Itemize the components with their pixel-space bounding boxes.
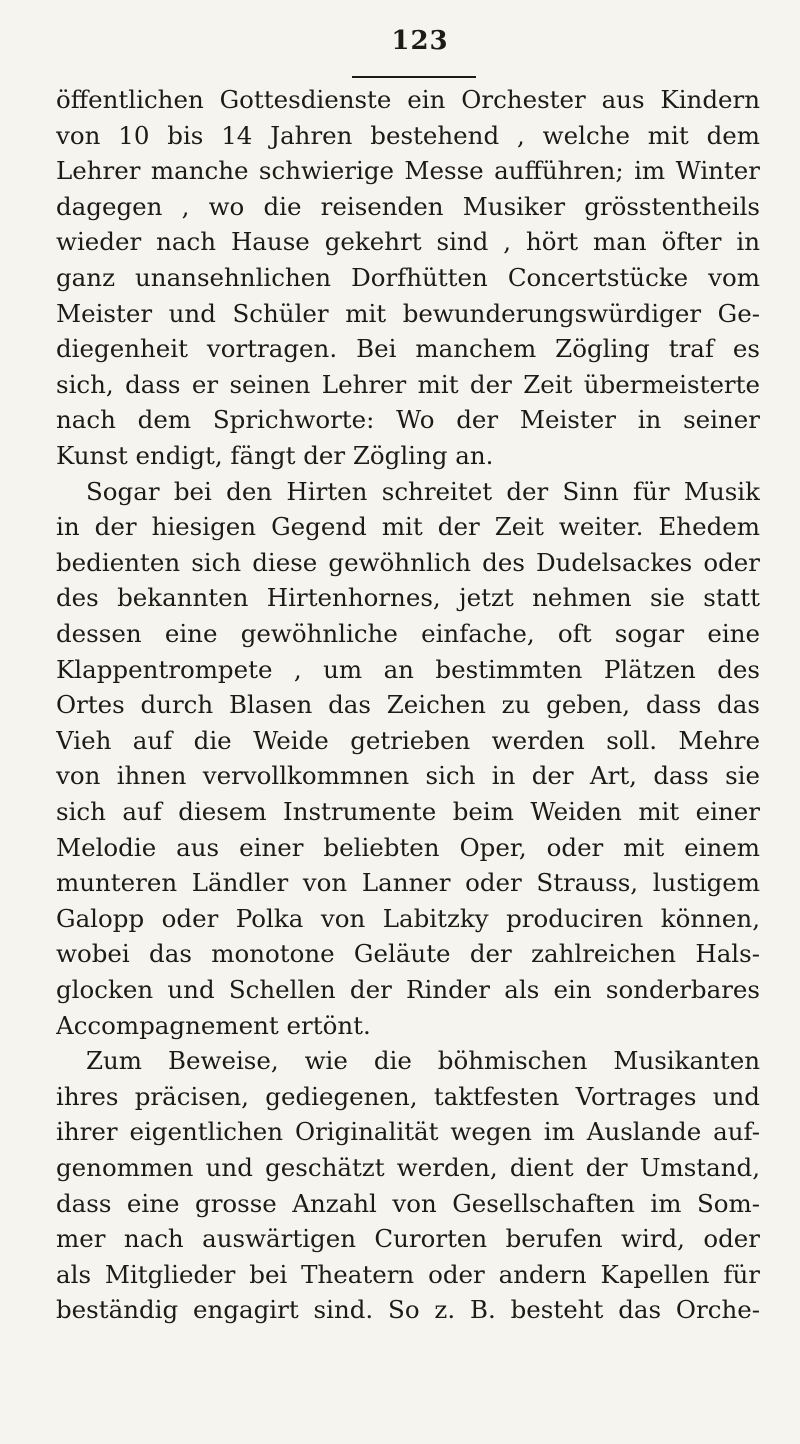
text-line: munteren Ländler von Lanner oder Strauss, lustigem — [56, 868, 760, 898]
text-line: bedienten sich diese gewöhnlich des Dudelsackes oder — [56, 547, 760, 577]
text-line: Sogar bei den Hirten schreitet der Sinn für Musik — [86, 476, 760, 506]
text-line: dass eine grosse Anzahl von Gesellschaften im Som- — [56, 1188, 760, 1218]
text-line: Ortes durch Blasen das Zeichen zu geben, dass das — [56, 690, 760, 720]
text-line: glocken und Schellen der Rinder als ein sonderbares — [56, 975, 760, 1004]
text-line: mer nach auswärtigen Curorten berufen wird, oder — [56, 1224, 760, 1254]
text-line: in der hiesigen Gegend mit der Zeit weiter. Ehedem — [56, 512, 760, 542]
text-line: Meister und Schüler mit bewunderungswürdiger Ge- — [56, 298, 760, 328]
text-line: nach dem Sprichworte: Wo der Meister in seiner — [56, 405, 760, 435]
text-line: dessen eine gewöhnliche einfache, oft sogar eine — [56, 619, 760, 648]
text-line: genommen und geschätzt werden, dient der Umstand, — [56, 1153, 760, 1182]
text-line: Vieh auf die Weide getrieben werden soll. Mehre — [56, 725, 760, 755]
text-line: Galopp oder Polka von Labitzky produciren können, — [56, 903, 760, 933]
text-line: dagegen , wo die reisenden Musiker grösstentheils — [56, 191, 760, 221]
text-line: sich auf diesem Instrumente beim Weiden mit einer — [56, 797, 760, 826]
text-line: diegenheit vortragen. Bei manchem Zögling traf es — [56, 334, 760, 364]
text-line: Melodie aus einer beliebten Oper, oder mit einem — [56, 832, 760, 862]
text-line: Lehrer manche schwierige Messe aufführen; im Winter — [56, 156, 760, 186]
text-line: Zum Beweise, wie die böhmischen Musikanten — [86, 1046, 760, 1076]
text-line: des bekannten Hirtenhornes, jetzt nehmen sie statt — [56, 583, 760, 613]
text-line: ihres präcisen, gediegenen, taktfesten Vortrages und — [56, 1081, 760, 1111]
text-line: öffentlichen Gottesdienste ein Orchester aus Kindern — [56, 85, 760, 114]
text-line: von 10 bis 14 Jahren bestehend , welche mit dem — [56, 120, 760, 150]
text-line: Accompagnement ertönt. — [56, 1010, 371, 1040]
text-line: wieder nach Hause gekehrt sind , hört man öfter in — [56, 227, 760, 257]
text-line: als Mitglieder bei Theatern oder andern Kapellen für — [56, 1259, 760, 1289]
text-line: Klappentrompete , um an bestimmten Plätzen des — [56, 654, 760, 684]
page-number-rule — [352, 76, 476, 78]
text-line: ganz unansehnlichen Dorfhütten Concertstücke vom — [56, 263, 760, 292]
text-line: wobei das monotone Geläute der zahlreichen Hals- — [56, 939, 760, 969]
page-number: 123 — [391, 26, 449, 56]
text-line: von ihnen vervollkommnen sich in der Art, dass sie — [56, 761, 760, 791]
text-line: sich, dass er seinen Lehrer mit der Zeit übermeisterte — [56, 369, 760, 399]
text-line: ihrer eigentlichen Originalität wegen im Auslande auf- — [56, 1117, 760, 1147]
text-line: Kunst endigt, fängt der Zögling an. — [56, 441, 494, 470]
text-line: beständig engagirt sind. So z. B. besteht das Orche- — [56, 1295, 760, 1325]
